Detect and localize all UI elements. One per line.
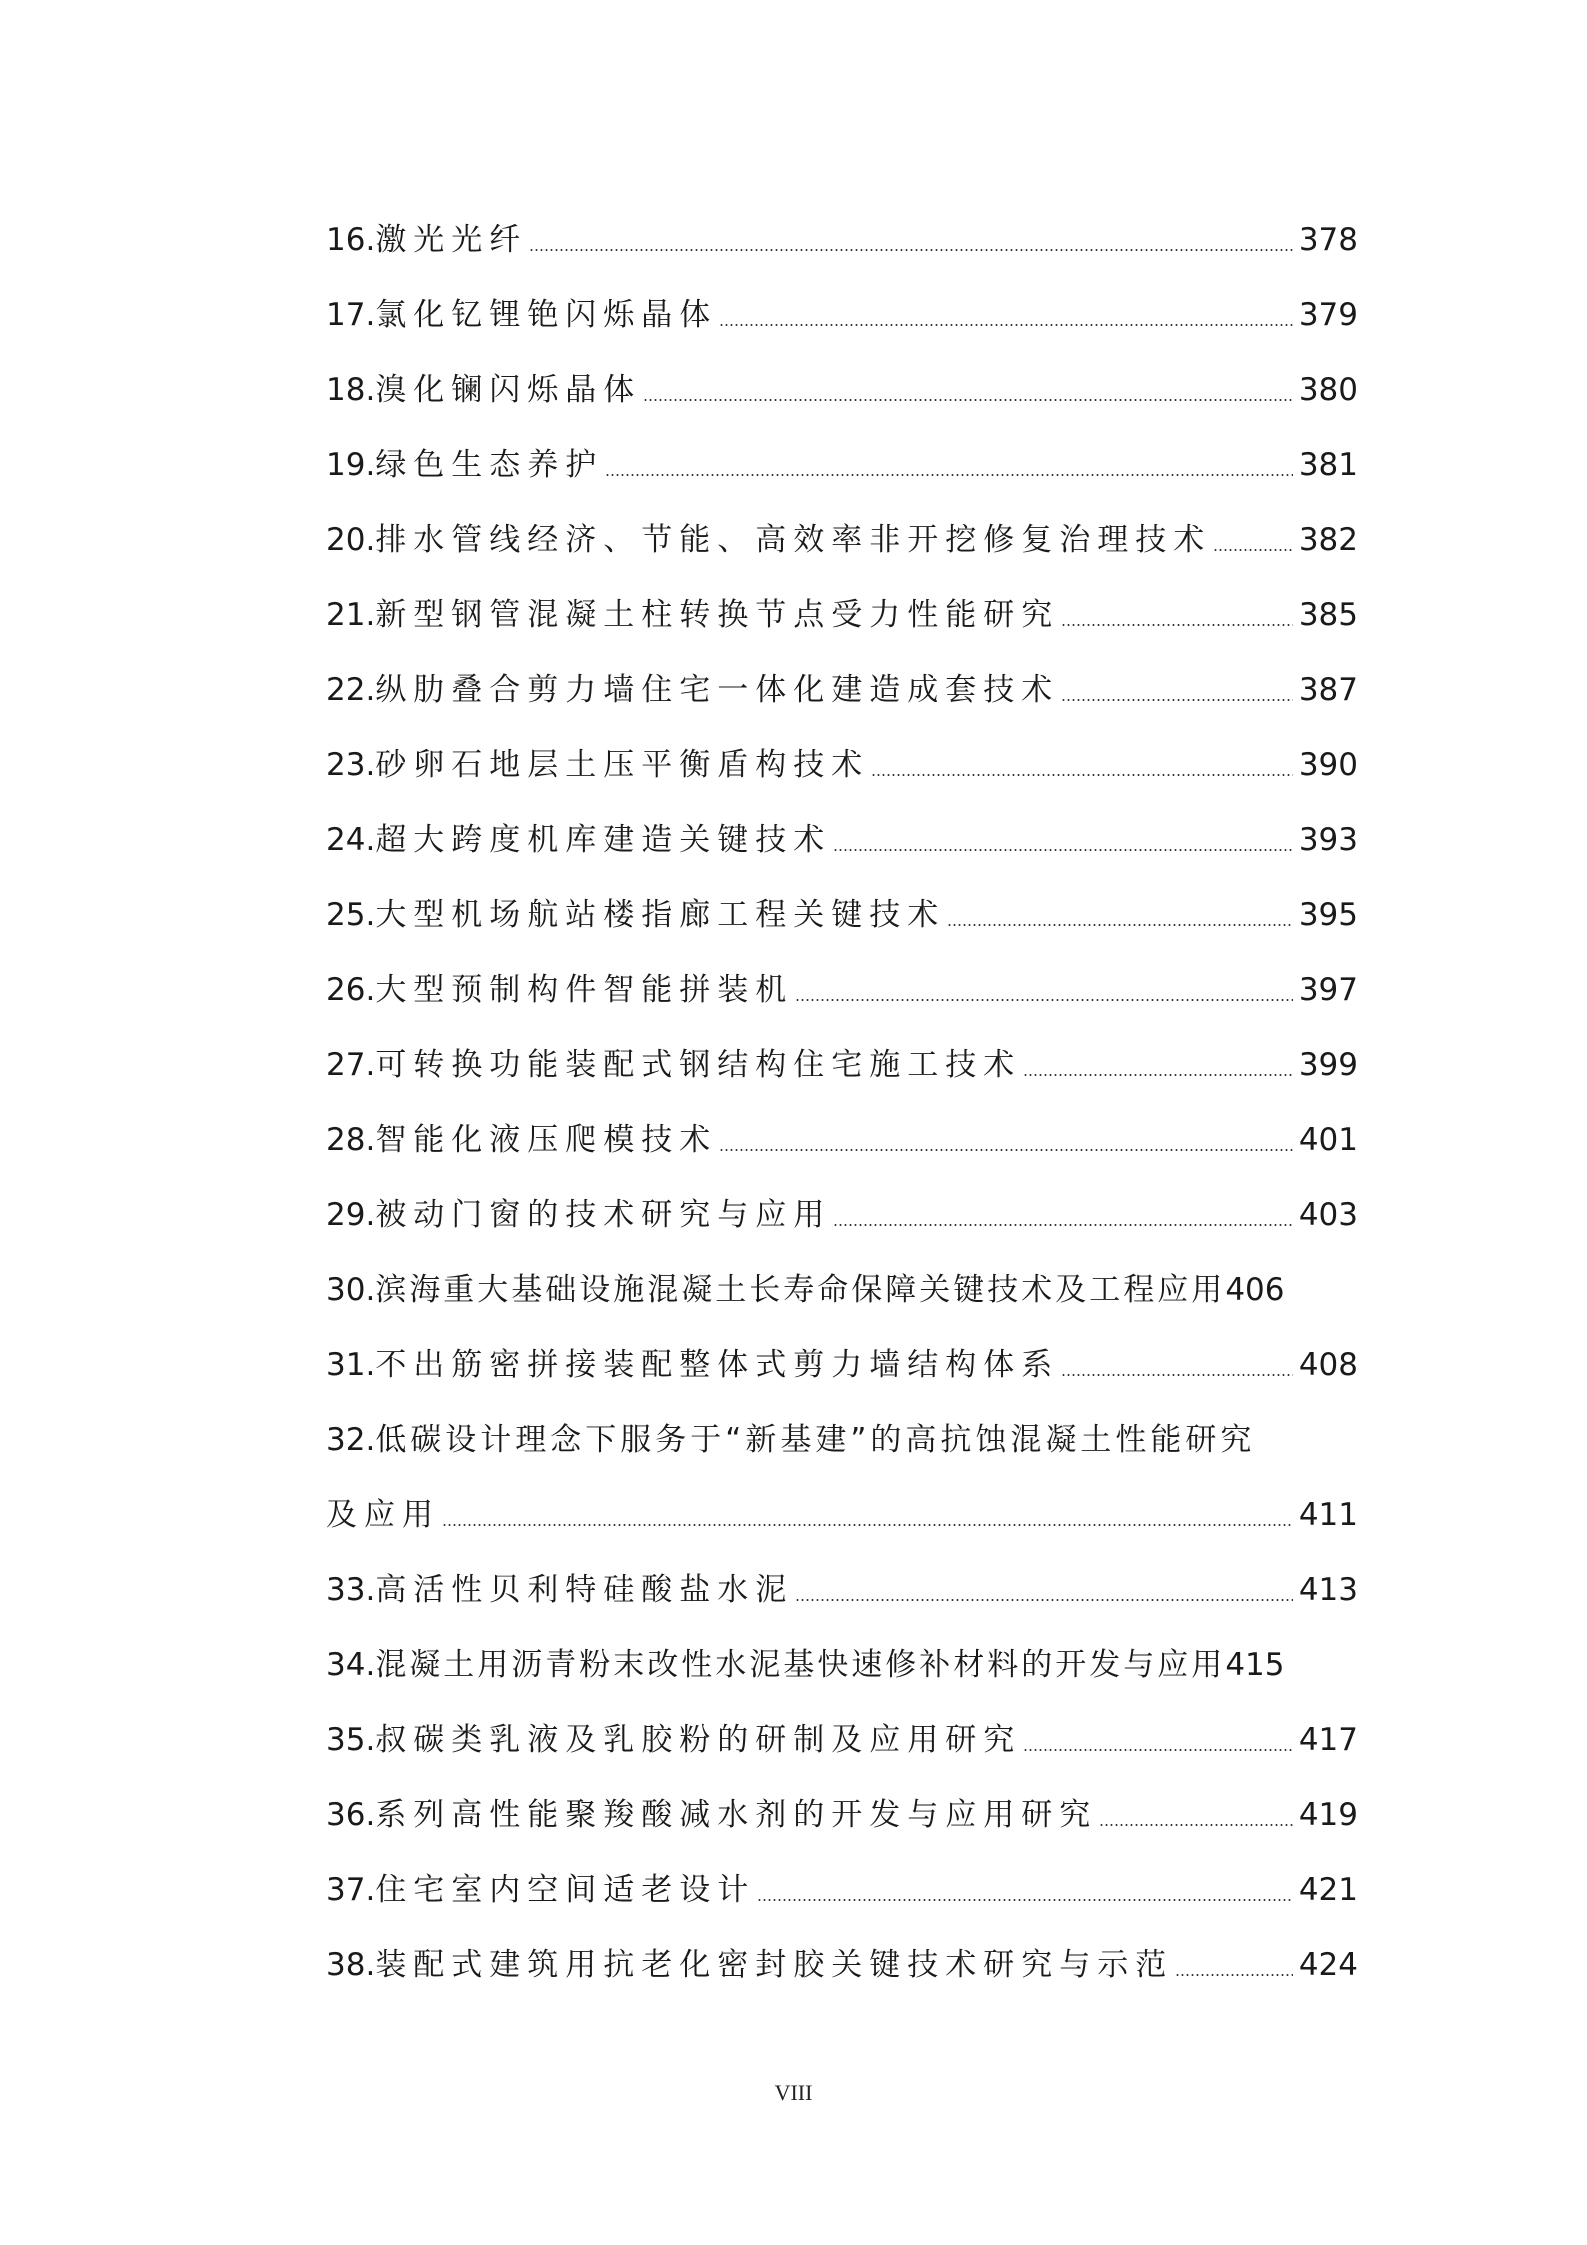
toc-entry[interactable] xyxy=(326,1264,1358,1316)
toc-entry-page: 397 xyxy=(1298,972,1358,1008)
toc-entry-number: 23. xyxy=(326,747,376,783)
toc-leader-dots xyxy=(1099,1824,1293,1826)
toc-entry-page: 403 xyxy=(1298,1197,1358,1233)
toc-entry-number: 35. xyxy=(326,1722,376,1758)
toc-entry[interactable] xyxy=(326,1864,1358,1916)
toc-entry[interactable] xyxy=(326,739,1358,791)
toc-leader-dots xyxy=(871,774,1293,776)
toc-entry[interactable] xyxy=(326,1564,1358,1616)
toc-leader-dots xyxy=(719,1149,1293,1151)
toc-entry-page: 413 xyxy=(1298,1572,1358,1608)
toc-leader-dots xyxy=(1023,1749,1293,1751)
toc-entry-page: 387 xyxy=(1298,672,1358,708)
toc-leader-dots xyxy=(719,324,1293,326)
toc-leader-dots xyxy=(643,399,1293,401)
toc-leader-dots xyxy=(1023,1074,1293,1076)
toc-entry[interactable] xyxy=(326,1339,1358,1391)
toc-entry-title: 纵肋叠合剪力墙住宅一体化建造成套技术 xyxy=(375,672,1060,708)
toc-entry-title: 新型钢管混凝土柱转换节点受力性能研究 xyxy=(375,597,1060,633)
toc-entry[interactable] xyxy=(326,1039,1358,1091)
toc-entry[interactable] xyxy=(326,289,1358,341)
toc-entry[interactable] xyxy=(326,1939,1358,1991)
toc-leader-dots xyxy=(833,849,1293,851)
toc-entry-title: 排水管线经济、节能、高效率非开挖修复治理技术 xyxy=(375,522,1212,558)
toc-entry-page: 399 xyxy=(1298,1047,1358,1083)
toc-entry-page: 419 xyxy=(1298,1797,1358,1833)
toc-entry-title: 砂卵石地层土压平衡盾构技术 xyxy=(375,747,870,783)
toc-entry-page: 378 xyxy=(1298,222,1358,258)
toc-entry-title: 高活性贝利特硅酸盐水泥 xyxy=(375,1572,794,1608)
toc-entry-page: 393 xyxy=(1298,822,1358,858)
toc-entry[interactable] xyxy=(326,514,1358,566)
toc-entry[interactable] xyxy=(326,1714,1358,1766)
toc-entry-number: 36. xyxy=(326,1797,376,1833)
toc-entry-title: 装配式建筑用抗老化密封胶关键技术研究与示范 xyxy=(375,1947,1174,1983)
toc-entry-page: 381 xyxy=(1298,447,1358,483)
toc-entry-title: 绿色生态养护 xyxy=(375,447,604,483)
toc-entry[interactable] xyxy=(326,1639,1358,1691)
toc-entry-title: 激光光纤 xyxy=(375,222,528,258)
toc-entry-number: 20. xyxy=(326,522,376,558)
toc-entry-number: 16. xyxy=(326,222,376,258)
toc-leader-dots xyxy=(1213,549,1293,551)
toc-entry[interactable] xyxy=(326,1789,1358,1841)
toc-entry-number: 37. xyxy=(326,1872,376,1908)
toc-entry-page: 411 xyxy=(1298,1497,1358,1533)
toc-leader-dots xyxy=(1175,1974,1293,1976)
toc-leader-dots xyxy=(1061,624,1293,626)
toc-entry-title: 超大跨度机库建造关键技术 xyxy=(375,822,832,858)
toc-entry-title: 系列高性能聚羧酸减水剂的开发与应用研究 xyxy=(375,1797,1098,1833)
toc-entry-title: 大型预制构件智能拼装机 xyxy=(375,972,794,1008)
page-number: VIII xyxy=(774,2080,813,2105)
toc-entry-page: 417 xyxy=(1298,1722,1358,1758)
toc-entry-title: 不出筋密拼接装配整体式剪力墙结构体系 xyxy=(375,1347,1060,1383)
toc-entry[interactable] xyxy=(326,814,1358,866)
toc-leader-dots xyxy=(1061,1374,1293,1376)
toc-entry-page: 382 xyxy=(1298,522,1358,558)
toc-entry[interactable] xyxy=(326,364,1358,416)
toc-entry[interactable] xyxy=(326,889,1358,941)
toc-entry-number: 18. xyxy=(326,372,376,408)
toc-entry-title: 混凝土用沥青粉末改性水泥基快速修补材料的开发与应用 xyxy=(375,1647,1226,1683)
toc-entry-title: 被动门窗的技术研究与应用 xyxy=(375,1197,832,1233)
toc-leader-dots xyxy=(947,924,1293,926)
toc-entry-title: 滨海重大基础设施混凝土长寿命保障关键技术及工程应用 xyxy=(375,1272,1226,1308)
toc-entry-number: 24. xyxy=(326,822,376,858)
toc-entry-number: 38. xyxy=(326,1947,376,1983)
toc-entry-number: 22. xyxy=(326,672,376,708)
toc-entry-title: 及应用 xyxy=(326,1497,440,1533)
toc-entry-page: 379 xyxy=(1298,297,1358,333)
toc-entry-number: 33. xyxy=(326,1572,376,1608)
toc-entry-page: 380 xyxy=(1298,372,1358,408)
toc-entry-number: 28. xyxy=(326,1122,376,1158)
toc-leader-dots xyxy=(757,1899,1293,1901)
toc-entry-page: 395 xyxy=(1298,897,1358,933)
toc-entry-page: 406 xyxy=(1225,1272,1285,1308)
toc-entry-page: 401 xyxy=(1298,1122,1358,1158)
toc-entry[interactable] xyxy=(326,1414,1358,1466)
toc-entry-title: 氯化钇锂铯闪烁晶体 xyxy=(375,297,718,333)
toc-entry-number: 32. xyxy=(326,1422,376,1458)
toc-entry[interactable] xyxy=(326,1114,1358,1166)
toc-entry[interactable] xyxy=(326,964,1358,1016)
toc-entry-number: 21. xyxy=(326,597,376,633)
toc-entry-page: 385 xyxy=(1298,597,1358,633)
toc-entry-title: 住宅室内空间适老设计 xyxy=(375,1872,756,1908)
toc-entry-number: 31. xyxy=(326,1347,376,1383)
toc-entry-title: 溴化镧闪烁晶体 xyxy=(375,372,642,408)
toc-entry-number: 17. xyxy=(326,297,376,333)
toc-entry[interactable] xyxy=(326,1189,1358,1241)
toc-entry-page: 415 xyxy=(1225,1647,1285,1683)
toc-leader-dots xyxy=(795,999,1293,1001)
toc-entry[interactable] xyxy=(326,214,1358,266)
toc-leader-dots xyxy=(442,1524,1293,1526)
toc-entry-page: 408 xyxy=(1298,1347,1358,1383)
toc-entry-continuation[interactable] xyxy=(326,1489,1358,1541)
toc-entry[interactable] xyxy=(326,439,1358,491)
toc-entry-number: 27. xyxy=(326,1047,376,1083)
toc-entry-number: 34. xyxy=(326,1647,376,1683)
toc-entry-page: 390 xyxy=(1298,747,1358,783)
toc-entry-title: 叔碳类乳液及乳胶粉的研制及应用研究 xyxy=(375,1722,1022,1758)
toc-entry-title: 低碳设计理念下服务于“新基建”的高抗蚀混凝土性能研究 xyxy=(375,1422,1256,1458)
toc-entry-title: 大型机场航站楼指廊工程关键技术 xyxy=(375,897,946,933)
toc-leader-dots xyxy=(1061,699,1293,701)
toc-entry-title: 可转换功能装配式钢结构住宅施工技术 xyxy=(375,1047,1022,1083)
toc-entry-number: 30. xyxy=(326,1272,376,1308)
toc-entry[interactable] xyxy=(326,664,1358,716)
toc-entry[interactable] xyxy=(326,589,1358,641)
toc-entry-number: 25. xyxy=(326,897,376,933)
toc-leader-dots xyxy=(605,474,1293,476)
toc-entry-number: 29. xyxy=(326,1197,376,1233)
toc-entry-page: 421 xyxy=(1298,1872,1358,1908)
toc-leader-dots xyxy=(833,1224,1293,1226)
toc-entry-number: 26. xyxy=(326,972,376,1008)
toc-leader-dots xyxy=(795,1599,1293,1601)
toc-leader-dots xyxy=(529,249,1293,251)
toc-entry-page: 424 xyxy=(1298,1947,1358,1983)
toc-entry-title: 智能化液压爬模技术 xyxy=(375,1122,718,1158)
toc-entry-number: 19. xyxy=(326,447,376,483)
